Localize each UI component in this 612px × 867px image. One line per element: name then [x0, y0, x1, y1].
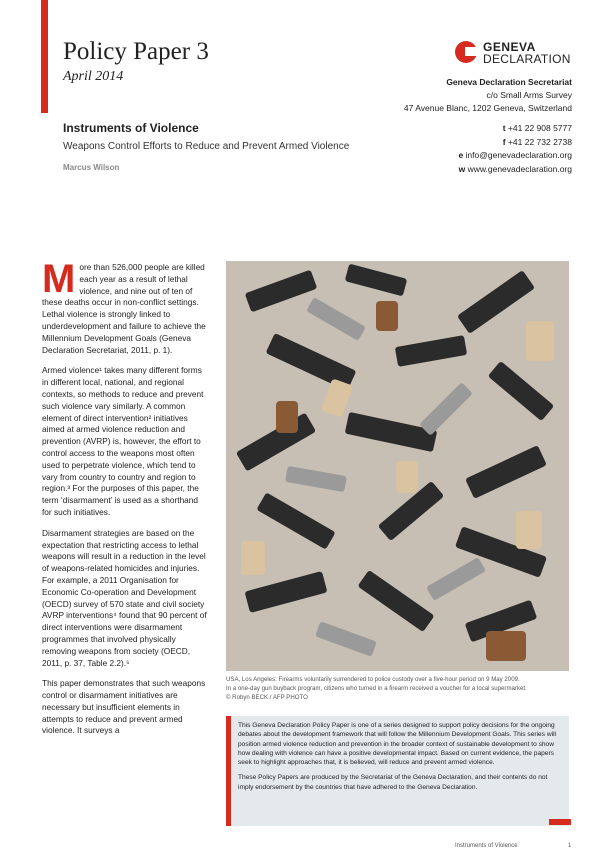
footer-running-title: Instruments of Violence: [455, 843, 518, 849]
geneva-declaration-logo: [455, 40, 575, 68]
photo-caption-line2: In a one-day gun buyback program, citizens who turned in a firearm received a voucher for a local supermarket.: [226, 685, 527, 692]
photo-credit: © Robyn BECK / AFP PHOTO: [226, 694, 308, 701]
address-org: Geneva Declaration Secretariat: [446, 77, 572, 87]
body-column: [42, 257, 209, 746]
body-paragraph-4: This paper demonstrates that such weapons control or disarmament initiatives are necessary but insufficient elements in attempts to reduce and prevent armed violence. It surveys a: [42, 678, 206, 736]
logo-text-line2: DECLARATION: [483, 52, 571, 66]
address-line2: c/o Small Arms Survey: [486, 90, 572, 100]
body-paragraph-1: More than 526,000 people are killed each year as a result of lethal violence, and nine out of ten of these deaths occur in non-conflict settings. Lethal violence is strongly linked to underdevelopment and failure to achieve the Millennium Development Goals (Geneva Declaration Secretariat, 2011, p. 1).: [42, 257, 206, 355]
drop-cap: M: [42, 257, 76, 301]
paper-subtitle: Weapons Control Efforts to Reduce and Prevent Armed Violence: [63, 141, 350, 152]
info-box-accent: [549, 819, 571, 825]
secretariat-address: [404, 76, 572, 115]
series-title: Policy Paper 3: [63, 38, 209, 65]
address-line3: 47 Avenue Blanc, 1202 Geneva, Switzerland: [403, 103, 572, 113]
series-info-box: [226, 716, 569, 826]
contact-fax: f +41 22 732 2738: [502, 136, 572, 147]
contact-email[interactable]: e info@genevadeclaration.org: [458, 150, 572, 160]
contact-phone: t +41 22 908 5777: [502, 123, 572, 133]
body-paragraph-3: Disarmament strategies are based on the expectation that restricting access to lethal weapons will result in a reduction in the level of weapons-related homicides and injuries. For example, a 2011 Organisation for Economic Co-operation and Development (OECD) survey of 570 state and civil society AVRP interventions⁴ found that 90 percent of direct interventions were disarmament programmes that involved physically removing weapons from society (OECD, 2011, p. 37, Table 2.2).⁵: [42, 527, 207, 668]
publication-date: April 2014: [63, 69, 124, 84]
contact-details: [458, 122, 572, 176]
contact-website[interactable]: w www.genevadeclaration.org: [458, 163, 572, 174]
photo-caption-line1: USA, Los Angeles: Firearms voluntarily surrendered to police custody over a five-hour period on 9 May 2009.: [226, 676, 520, 683]
logo-text-line1: GENEVA: [483, 40, 536, 54]
firearms-photo: [226, 261, 569, 671]
body-paragraph-2: Armed violence¹ takes many different forms in different local, national, and regional contexts, so methods to reduce and prevent such violence vary similarly. A common element of direct intervention² initiatives aimed at armed violence reduction and prevention (AVRP) is, however, the effort to control access to the weapons most often used to perpetrate violence, which tend to vary from country to country and region to region.³ For the purposes of this paper, the term ‘disarmament’ is used as a shorthand for such initiatives.: [42, 365, 204, 517]
header-accent-bar: [41, 0, 48, 113]
paper-title: Instruments of Violence: [63, 121, 199, 135]
photo-caption: [226, 675, 569, 702]
logo-emblem-icon: [455, 41, 477, 63]
info-box-paragraph-1: This Geneva Declaration Policy Paper is one of a series designed to support policy decisions for the ongoing debates about the development framework that will follow the Millennium Development Goals. This series will position armed violence reduction and prevention in the broader context of sustainable development to show how dealing with violence can have a positive developmental impact. Based on current evidence, the papers seek to highlight approaches that, it is believed, will reduce and prevent armed violence.: [238, 722, 556, 767]
info-box-paragraph-2: These Policy Papers are produced by the Secretariat of the Geneva Declaration, and their contents do not imply endorsement by the countries that have adhered to the Geneva Declaration.: [238, 774, 548, 791]
page-number: 1: [568, 843, 572, 849]
author-name: Marcus Wilson: [63, 163, 120, 172]
